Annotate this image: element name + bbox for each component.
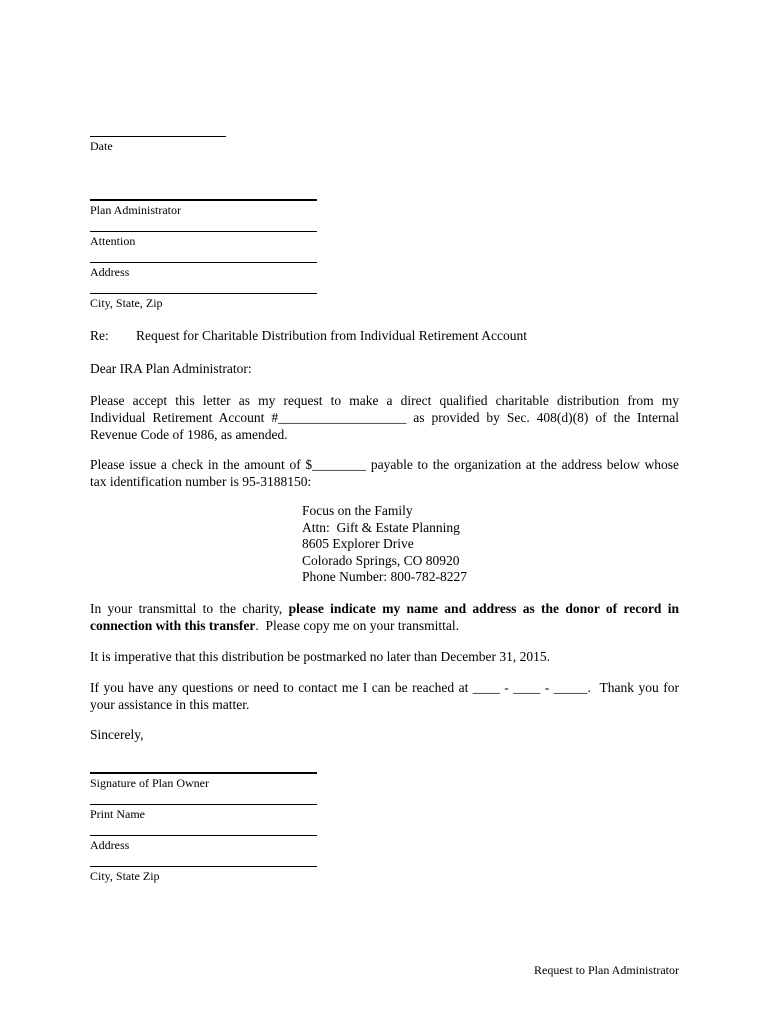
request-line-2: Individual Retirement Account #___________________ as provided by Sec. 408(d)(8) of the Internal [90, 410, 679, 425]
check-line-1: Please issue a check in the amount of $________ payable to the organization at the address below whose [90, 457, 679, 472]
postmark-paragraph: It is imperative that this distribution be postmarked no later than December 31, 2015. [90, 649, 551, 664]
org-name: Focus on the Family [302, 503, 413, 518]
signature-label: Signature of Plan Owner [90, 776, 209, 790]
owner-address-line[interactable] [90, 835, 317, 836]
plan-administrator-line[interactable] [90, 199, 317, 201]
org-street: 8605 Explorer Drive [302, 536, 414, 552]
address-line[interactable] [90, 262, 317, 263]
address-label: Address [90, 265, 130, 279]
request-paragraph [90, 392, 679, 443]
city-state-zip-label: City, State, Zip [90, 296, 163, 310]
owner-address-label: Address [90, 838, 130, 852]
signature-line[interactable] [90, 772, 317, 774]
org-attn: Attn: Gift & Estate Planning [302, 519, 460, 535]
attention-line[interactable] [90, 231, 317, 232]
closing: Sincerely, [90, 727, 144, 742]
re-label: Re: [90, 328, 109, 343]
plan-administrator-label: Plan Administrator [90, 203, 181, 217]
owner-city-state-zip-line[interactable] [90, 866, 317, 867]
transmittal-paragraph [90, 600, 679, 634]
owner-city-state-zip-label: City, State Zip [90, 869, 160, 883]
date-line[interactable] [90, 136, 226, 137]
salutation: Dear IRA Plan Administrator: [90, 361, 252, 376]
contact-line-2: your assistance in this matter. [90, 697, 250, 712]
transmittal-bold-1: please indicate my name and address as the donor of record in [288, 601, 680, 616]
city-state-zip-line[interactable] [90, 293, 317, 294]
subject-line: Request for Charitable Distribution from Individual Retirement Account [136, 328, 528, 343]
print-name-line[interactable] [90, 804, 317, 805]
transmittal-line-1 [90, 600, 679, 617]
request-line-1: Please accept this letter as my request to make a direct qualified charitable distribution from my [90, 393, 679, 408]
transmittal-suffix: . Please copy me on your transmittal. [255, 618, 459, 633]
organization-address [302, 503, 467, 586]
date-label: Date [90, 139, 113, 153]
footer-title: Request to Plan Administrator [534, 963, 679, 977]
check-paragraph [90, 456, 679, 490]
attention-label: Attention [90, 234, 136, 248]
transmittal-prefix: In your transmittal to the charity, [90, 601, 289, 616]
check-line-2: tax identification number is 95-3188150: [90, 474, 312, 489]
transmittal-line-2 [90, 617, 679, 634]
request-line-3: Revenue Code of 1986, as amended. [90, 427, 288, 442]
transmittal-bold-2: connection with this transfer [90, 618, 256, 633]
org-city: Colorado Springs, CO 80920 [302, 552, 460, 568]
contact-line-1: If you have any questions or need to contact me I can be reached at ____ - ____ - _____. Thank you for [90, 680, 679, 695]
org-phone: Phone Number: 800-782-8227 [302, 569, 467, 585]
print-name-label: Print Name [90, 807, 145, 821]
contact-paragraph [90, 679, 679, 713]
